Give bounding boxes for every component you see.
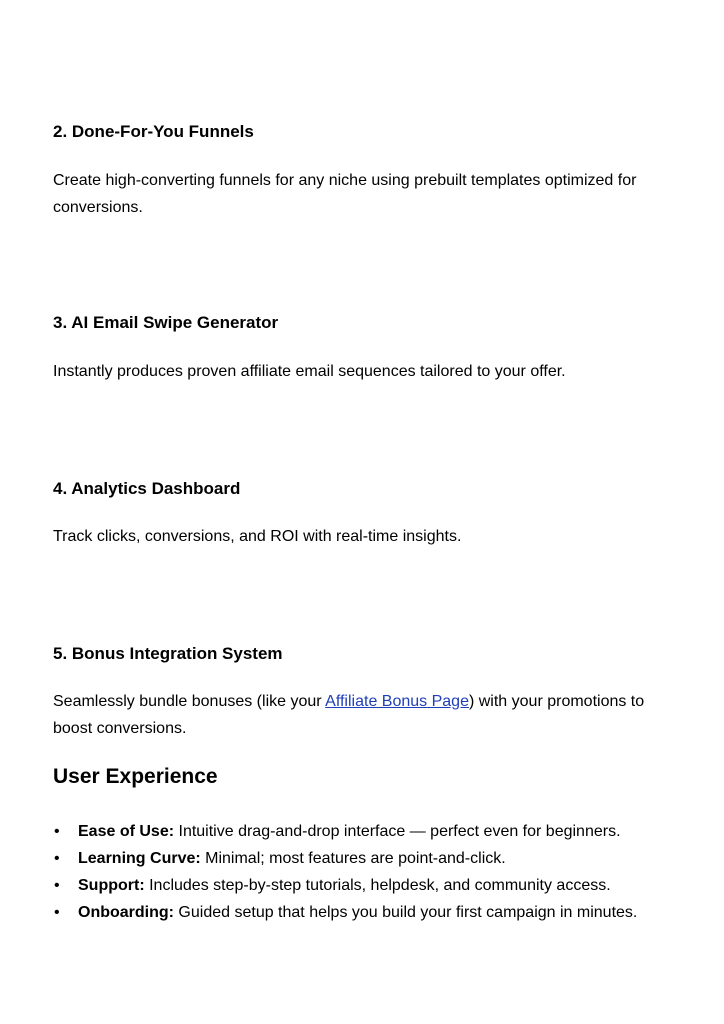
bullet-icon: •	[54, 850, 60, 867]
affiliate-bonus-page-link[interactable]: Affiliate Bonus Page	[325, 693, 469, 710]
bullet-desc: Minimal; most features are point-and-click.	[200, 850, 506, 867]
bullet-icon: •	[54, 823, 60, 840]
bullet-term: Learning Curve:	[78, 850, 201, 867]
bonus-text-after-link: ) with your promotions to boost conversions.	[53, 693, 645, 737]
bullet-term: Support:	[78, 877, 145, 894]
feature-text-bonus-integration	[53, 688, 673, 742]
list-item-ease-of-use	[53, 818, 683, 845]
user-experience-list	[53, 818, 683, 926]
feature-text-analytics: Track clicks, conversions, and ROI with real-time insights.	[53, 528, 462, 545]
feature-text-email-swipe: Instantly produces proven affiliate email sequences tailored to your offer.	[53, 363, 566, 380]
bullet-desc: Guided setup that helps you build your first campaign in minutes.	[173, 904, 638, 921]
bullet-icon: •	[54, 877, 60, 894]
list-item-support	[53, 872, 683, 899]
bullet-desc: Intuitive drag-and-drop interface — perfect even for beginners.	[174, 823, 621, 840]
feature-text-funnels: Create high-converting funnels for any niche using prebuilt templates optimized for conversions.	[53, 172, 637, 216]
list-item-learning-curve	[53, 845, 683, 872]
bullet-icon: •	[54, 904, 60, 921]
bullet-desc: Includes step-by-step tutorials, helpdesk, and community access.	[144, 877, 611, 894]
feature-heading-analytics: 4. Analytics Dashboard	[53, 479, 241, 498]
bullet-term: Onboarding:	[78, 904, 174, 921]
bonus-text-before-link: Seamlessly bundle bonuses (like your	[53, 693, 326, 710]
feature-heading-bonus-integration: 5. Bonus Integration System	[53, 644, 283, 663]
feature-heading-funnels: 2. Done-For-You Funnels	[53, 122, 254, 141]
bullet-term: Ease of Use:	[78, 823, 175, 840]
list-item-onboarding	[53, 899, 683, 926]
user-experience-title: User Experience	[53, 765, 218, 788]
feature-heading-email-swipe: 3. AI Email Swipe Generator	[53, 313, 279, 332]
